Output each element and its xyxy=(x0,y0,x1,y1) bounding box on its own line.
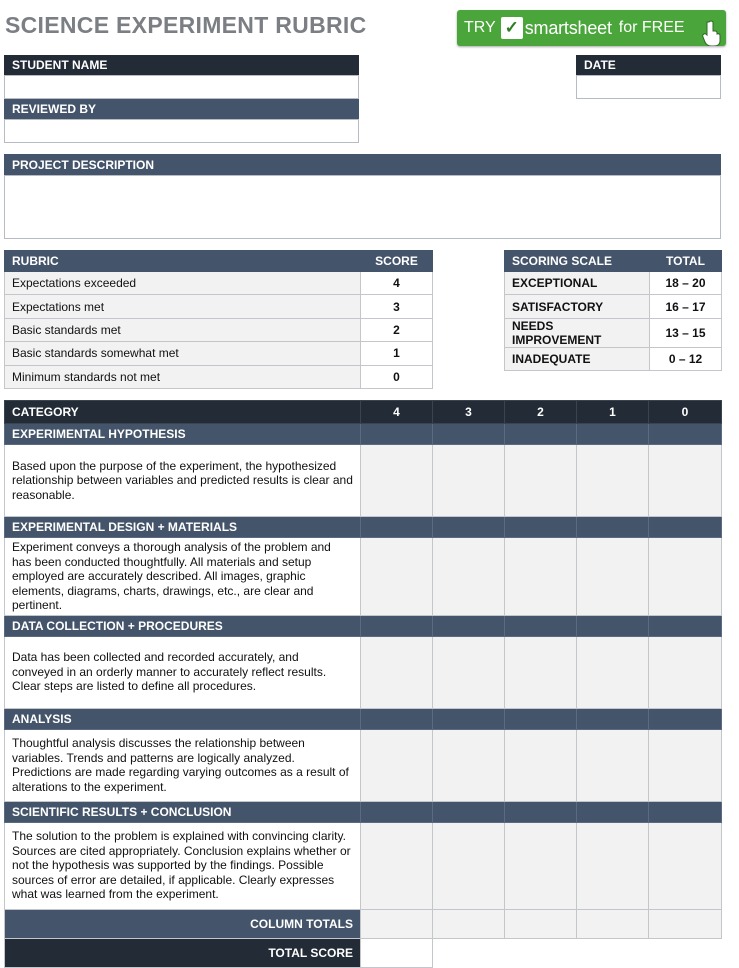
reviewed-by-input[interactable] xyxy=(4,119,359,143)
rubric-score: 1 xyxy=(361,342,433,365)
category-title: EXPERIMENTAL DESIGN + MATERIALS xyxy=(5,517,361,538)
score-input-cell[interactable] xyxy=(649,636,722,708)
cta-free-label: for FREE xyxy=(618,19,685,36)
date-label: DATE xyxy=(576,55,721,75)
column-totals-label: COLUMN TOTALS xyxy=(5,909,361,938)
scale-label: INADEQUATE xyxy=(505,347,650,370)
score-3-header: 3 xyxy=(433,401,505,424)
cta-brand-label: smartsheet xyxy=(524,17,612,38)
rubric-score: 2 xyxy=(361,318,433,341)
column-total-cell[interactable] xyxy=(433,909,505,938)
score-input-cell[interactable] xyxy=(505,445,577,517)
grid-header-row xyxy=(5,401,722,424)
total-score-label: TOTAL SCORE xyxy=(5,938,361,967)
score-cell xyxy=(505,615,577,636)
score-input-cell[interactable] xyxy=(577,729,649,801)
category-desc-row xyxy=(5,445,722,517)
score-4-header: 4 xyxy=(361,401,433,424)
score-cell xyxy=(649,615,722,636)
score-cell xyxy=(361,424,433,445)
cta-try-label: TRY xyxy=(464,19,496,36)
category-title-row xyxy=(5,615,722,636)
score-cell xyxy=(433,615,505,636)
student-name-label: STUDENT NAME xyxy=(4,55,359,75)
score-input-cell[interactable] xyxy=(505,822,577,909)
date-input[interactable] xyxy=(576,75,721,99)
category-title: EXPERIMENTAL HYPOTHESIS xyxy=(5,424,361,445)
score-input-cell[interactable] xyxy=(361,445,433,517)
category-description: The solution to the problem is explained with convincing clarity. Sources are cited appropriately. Conclusion explains whether or not the hypothesis was supported by the findings. Possible sources of error are detailed, if applicable. Clearly expresses what was learned from the experiment. xyxy=(5,822,361,909)
rubric-score: 3 xyxy=(361,295,433,318)
rubric-row xyxy=(5,272,433,295)
rubric-label: Expectations exceeded xyxy=(5,272,361,295)
score-input-cell[interactable] xyxy=(361,729,433,801)
score-cell xyxy=(649,424,722,445)
scoring-scale-header: SCORING SCALE xyxy=(505,251,650,272)
page-title: SCIENCE EXPERIMENT RUBRIC xyxy=(5,12,367,38)
rubric-label: Minimum standards not met xyxy=(5,365,361,388)
blank-cell xyxy=(433,938,505,967)
score-input-cell[interactable] xyxy=(433,729,505,801)
score-input-cell[interactable] xyxy=(577,822,649,909)
score-cell xyxy=(649,708,722,729)
score-cell xyxy=(577,517,649,538)
category-title-row xyxy=(5,801,722,822)
category-title: ANALYSIS xyxy=(5,708,361,729)
rubric-label: Basic standards met xyxy=(5,318,361,341)
pointer-hand-icon xyxy=(702,20,722,46)
column-totals-row xyxy=(5,909,722,938)
category-description: Thoughtful analysis discusses the relationship between variables. Trends and patterns are logically analyzed. Predictions are made regarding varying outcomes as a result of alterations to the experiment. xyxy=(5,729,361,801)
scale-label: NEEDS IMPROVEMENT xyxy=(505,318,650,347)
score-input-cell[interactable] xyxy=(649,822,722,909)
total-score-row xyxy=(5,938,722,967)
score-input-cell[interactable] xyxy=(649,729,722,801)
scale-range: 16 – 17 xyxy=(650,295,722,318)
score-cell xyxy=(361,801,433,822)
rubric-score: 0 xyxy=(361,365,433,388)
category-header: CATEGORY xyxy=(5,401,361,424)
scale-row xyxy=(505,318,722,347)
score-0-header: 0 xyxy=(649,401,722,424)
column-total-cell[interactable] xyxy=(505,909,577,938)
rubric-score: 4 xyxy=(361,272,433,295)
score-cell xyxy=(649,801,722,822)
category-desc-row xyxy=(5,538,722,616)
score-cell xyxy=(505,708,577,729)
try-smartsheet-button[interactable] xyxy=(457,10,726,46)
scale-row xyxy=(505,295,722,318)
score-cell xyxy=(505,801,577,822)
rubric-label: Basic standards somewhat met xyxy=(5,342,361,365)
rubric-header: RUBRIC xyxy=(5,251,361,272)
score-input-cell[interactable] xyxy=(505,538,577,616)
score-input-cell[interactable] xyxy=(649,538,722,616)
category-title-row xyxy=(5,424,722,445)
score-cell xyxy=(433,424,505,445)
score-input-cell[interactable] xyxy=(361,822,433,909)
column-total-cell[interactable] xyxy=(649,909,722,938)
reviewed-by-label: REVIEWED BY xyxy=(4,99,359,119)
project-description-input[interactable] xyxy=(4,175,721,239)
column-total-cell[interactable] xyxy=(577,909,649,938)
score-cell xyxy=(433,801,505,822)
column-total-cell[interactable] xyxy=(361,909,433,938)
scale-label: EXCEPTIONAL xyxy=(505,272,650,295)
score-input-cell[interactable] xyxy=(433,822,505,909)
score-cell xyxy=(577,424,649,445)
score-cell xyxy=(361,615,433,636)
category-title-row xyxy=(5,517,722,538)
scale-row xyxy=(505,272,722,295)
scale-range: 0 – 12 xyxy=(650,347,722,370)
rubric-row xyxy=(5,295,433,318)
score-cell xyxy=(577,708,649,729)
category-desc-row xyxy=(5,822,722,909)
score-input-cell[interactable] xyxy=(433,538,505,616)
category-desc-row xyxy=(5,729,722,801)
smartsheet-check-icon: ✓ xyxy=(501,17,523,39)
category-description: Based upon the purpose of the experiment, the hypothesized relationship between variables and predicted results is clear and reasonable. xyxy=(5,445,361,517)
score-cell xyxy=(433,517,505,538)
category-description: Experiment conveys a thorough analysis of the problem and has been conducted thoughtfully. All materials and setup employed are accurately described. All images, graphic elements, diagrams, charts, drawings, etc., are clear and pertinent. xyxy=(5,538,361,616)
score-input-cell[interactable] xyxy=(361,636,433,708)
score-input-cell[interactable] xyxy=(577,538,649,616)
score-header: SCORE xyxy=(361,251,433,272)
score-1-header: 1 xyxy=(577,401,649,424)
score-input-cell[interactable] xyxy=(505,636,577,708)
category-title: DATA COLLECTION + PROCEDURES xyxy=(5,615,361,636)
scale-row xyxy=(505,347,722,370)
category-title-row xyxy=(5,708,722,729)
score-cell xyxy=(577,801,649,822)
rubric-row xyxy=(5,365,433,388)
score-input-cell[interactable] xyxy=(649,445,722,517)
category-desc-row xyxy=(5,636,722,708)
rubric-row xyxy=(5,318,433,341)
score-cell xyxy=(577,615,649,636)
scale-range: 18 – 20 xyxy=(650,272,722,295)
scale-label: SATISFACTORY xyxy=(505,295,650,318)
category-title: SCIENTIFIC RESULTS + CONCLUSION xyxy=(5,801,361,822)
blank-cell xyxy=(505,938,577,967)
rubric-header-row xyxy=(5,251,433,272)
score-input-cell[interactable] xyxy=(361,538,433,616)
score-2-header: 2 xyxy=(505,401,577,424)
score-input-cell[interactable] xyxy=(433,445,505,517)
score-cell xyxy=(505,424,577,445)
rubric-label: Expectations met xyxy=(5,295,361,318)
total-header: TOTAL xyxy=(650,251,722,272)
score-cell xyxy=(649,517,722,538)
score-input-cell[interactable] xyxy=(577,636,649,708)
score-input-cell[interactable] xyxy=(577,445,649,517)
total-score-cell[interactable] xyxy=(361,938,433,967)
category-grid xyxy=(4,400,722,968)
blank-cell xyxy=(649,938,722,967)
rubric-table xyxy=(4,250,433,389)
score-cell xyxy=(433,708,505,729)
student-name-input[interactable] xyxy=(4,75,359,99)
score-cell xyxy=(505,517,577,538)
scale-range: 13 – 15 xyxy=(650,318,722,347)
score-input-cell[interactable] xyxy=(433,636,505,708)
scoring-scale-table xyxy=(504,250,722,371)
scale-header-row xyxy=(505,251,722,272)
score-cell xyxy=(361,517,433,538)
project-description-label: PROJECT DESCRIPTION xyxy=(4,154,721,175)
score-input-cell[interactable] xyxy=(505,729,577,801)
score-cell xyxy=(361,708,433,729)
blank-cell xyxy=(577,938,649,967)
rubric-row xyxy=(5,342,433,365)
category-description: Data has been collected and recorded accurately, and conveyed in an orderly manner to accurately reflect results. Clear steps are listed to define all procedures. xyxy=(5,636,361,708)
